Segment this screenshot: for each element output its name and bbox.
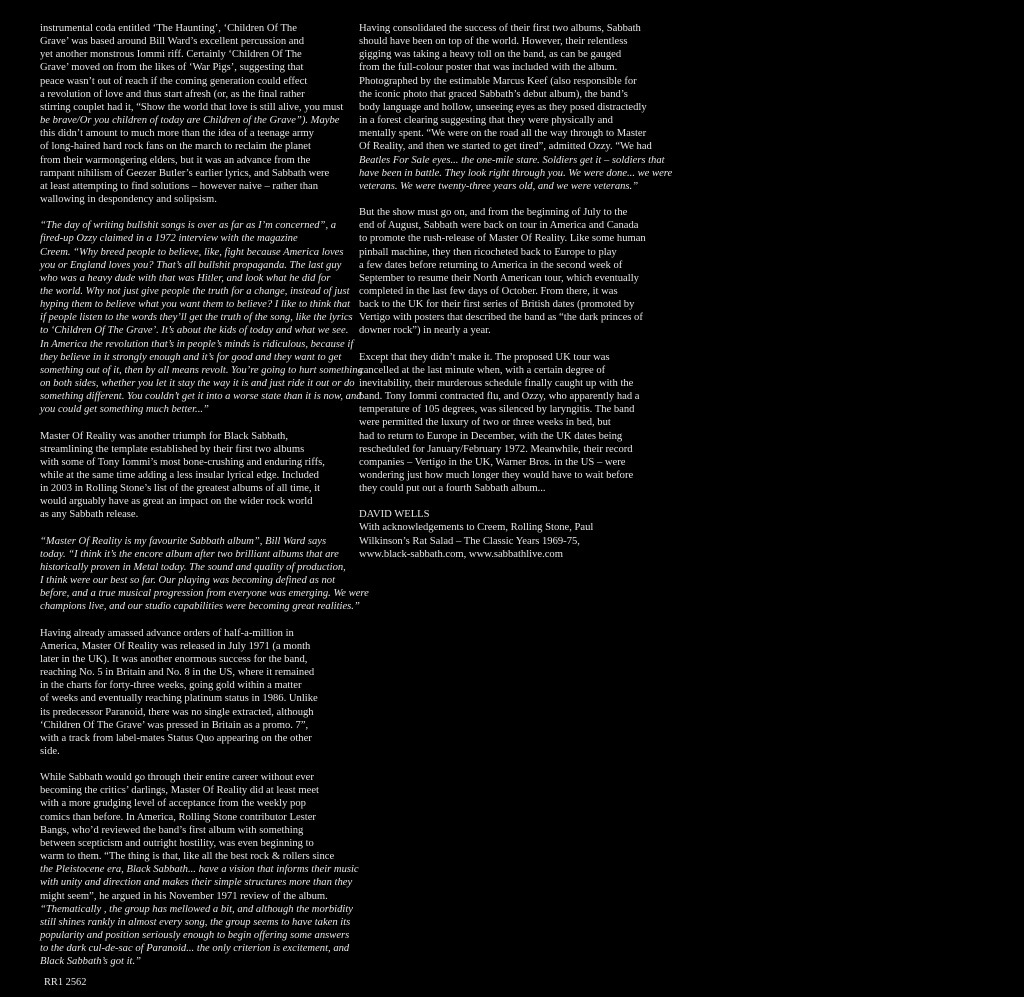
text-line: Grave’ was based around Bill Ward’s excellent percussion and	[40, 36, 305, 48]
text-line: stirring couplet had it, “Show the world that love is still alive, you must	[40, 101, 344, 113]
right-column	[359, 22, 673, 561]
text-line: wallowing in despondency and solipsism.	[40, 194, 217, 206]
text-line: they could put out a fourth Sabbath album...	[359, 483, 546, 495]
text-line: Of Reality, and then we started to get tired”, admitted Ozzy. “We had	[359, 141, 652, 153]
text-line: rampant nihilism of Geezer Butler’s earlier lyrics, and Sabbath were	[40, 167, 330, 179]
paragraph-critics-reception	[40, 771, 359, 968]
text-line: comics than before. In America, Rolling Stone contributor Lester	[40, 811, 316, 823]
text-line: mentally spent. “We were on the road all the way through to Master	[359, 128, 647, 140]
text-line: on both sides, whether you let it stay the way it is and just ride it out or do	[40, 378, 355, 390]
text-line: with a track from label-mates Status Quo appearing on the other	[40, 732, 312, 744]
text-line: America, Master Of Reality was released in July 1971 (a month	[40, 640, 311, 652]
text-line: veterans. We were twenty-three years old, and we were veterans.”	[359, 180, 639, 192]
text-line: be brave/Or you children of today are Children of the Grave”). Maybe	[40, 115, 340, 127]
text-line: historically proven in Metal today. The sound and quality of production,	[40, 561, 346, 573]
text-line: cancelled at the last minute when, with a certain degree of	[359, 364, 606, 376]
text-line: to the dark cul-de-sac of Paranoid... the only criterion is excitement, and	[40, 943, 350, 955]
text-line: the world. Why not just give people the truth for a change, instead of just	[40, 285, 350, 297]
text-line: you or England loves you? That’s all bullshit propaganda. The last guy	[40, 259, 342, 271]
catalog-number: RR1 2562	[44, 977, 87, 988]
text-line: But the show must go on, and from the beginning of July to the	[359, 207, 628, 219]
credits-line: Wilkinson’s Rat Salad – The Classic Years 1969-75,	[359, 535, 580, 547]
text-line: to ‘Children Of The Grave’. It’s about the kids of today and what we see.	[40, 325, 349, 337]
text-line: inevitability, their murderous schedule finally caught up with the	[359, 377, 634, 389]
author-credits	[359, 508, 663, 561]
text-line: temperature of 105 degrees, was silenced by laryngitis. The band	[359, 404, 635, 416]
left-column	[40, 22, 369, 981]
paragraph-master-of-reality-triumph	[40, 430, 344, 522]
text-line: end of August, Sabbath were back on tour in America and Canada	[359, 220, 639, 232]
text-line: would arguably have as great an impact on the wider rock world	[40, 496, 313, 508]
text-line: rescheduled for January/February 1972. Meanwhile, their record	[359, 443, 633, 455]
text-line: today. “I think it’s the encore album after two brilliant albums that are	[40, 548, 339, 560]
text-line: you could get something much better...”	[40, 404, 209, 416]
text-line: Grave’ moved on from the likes of ‘War Pigs’, suggesting that	[40, 62, 304, 74]
text-line: in the charts for forty-three weeks, going gold within a matter	[40, 680, 302, 692]
paragraph-tour-cancelled	[359, 351, 663, 496]
paragraph-children-of-the-grave	[40, 22, 344, 206]
text-line: if people listen to the words they’ll get the truth of the song, like the lyrics	[40, 312, 353, 324]
text-line: its predecessor Paranoid, there was no single extracted, although	[40, 706, 314, 718]
text-line: companies – Vertigo in the UK, Warner Bros. in the US – were	[359, 456, 626, 468]
text-line: of long-haired hard rock fans on the march to reclaim the planet	[40, 141, 311, 153]
text-line: Black Sabbath’s got it.”	[40, 956, 142, 968]
text-line: the iconic photo that graced Sabbath’s debut album), the band’s	[359, 88, 628, 100]
text-line: Except that they didn’t make it. The proposed UK tour was	[359, 351, 610, 363]
text-line: with a more grudging level of acceptance from the weekly pop	[40, 798, 306, 810]
text-line: should have been on top of the world. However, their relentless	[359, 36, 628, 48]
text-line: a revolution of love and thus start afresh (or, as the final rather	[40, 88, 305, 100]
paragraph-release-details	[40, 627, 344, 759]
text-line: in a forest clearing suggesting that they were physically and	[359, 115, 613, 127]
text-line: popularity and position seriously enough to begin offering some answers	[40, 930, 350, 941]
text-line: instrumental coda entitled ‘The Haunting’, ‘Children Of The	[40, 23, 297, 34]
text-line: a few dates before returning to America in the second week of	[359, 259, 623, 271]
text-line: “Master Of Reality is my favourite Sabbath album”, Bill Ward says	[40, 535, 327, 547]
paragraph-heavy-toll	[359, 22, 673, 193]
text-line: at least attempting to find solutions – however naive – rather than	[40, 180, 319, 192]
credits-line: With acknowledgements to Creem, Rolling Stone, Paul	[359, 522, 594, 534]
paragraph-bill-ward-quote	[40, 535, 369, 614]
text-line: in 2003 in Rolling Stone’s list of the greatest albums of all time, it	[40, 483, 321, 495]
text-line: with some of Tony Iommi’s most bone-crushing and enduring riffs,	[40, 456, 325, 468]
text-line: ‘Children Of The Grave’ was pressed in Britain as a promo. 7”,	[40, 719, 309, 731]
text-line: back to the UK for their first series of British dates (promoted by	[359, 299, 635, 311]
text-line: from the full-colour poster that was included with the album.	[359, 62, 618, 74]
text-line: champions live, and our studio capabilities were becoming great realities.”	[40, 601, 360, 613]
text-line: While Sabbath would go through their entire career without ever	[40, 772, 314, 784]
author-name: DAVID WELLS	[359, 509, 430, 521]
text-line: In America the revolution that’s in people’s minds is ridiculous, because if	[40, 338, 354, 350]
text-line: completed in the last few days of October. From there, it was	[359, 285, 618, 297]
text-line: to promote the rush-release of Master Of Reality. Like some human	[359, 233, 646, 245]
text-line: “Thematically , the group has mellowed a bit, and although the morbidity	[40, 903, 353, 915]
text-line: peace wasn’t out of reach if the coming generation could effect	[40, 75, 308, 87]
credits-line: www.black-sabbath.com, www.sabbathlive.com	[359, 548, 563, 560]
text-line: Photographed by the estimable Marcus Keef (also responsible for	[359, 75, 637, 87]
text-line: wondering just how much longer they would have to wait before	[359, 470, 634, 481]
text-line: later in the UK). It was another enormous success for the band,	[40, 653, 308, 665]
text-line: streamlining the template established by their first two albums	[40, 443, 305, 455]
text-line: while at the same time adding a less insular lyrical edge. Included	[40, 470, 319, 481]
text-line: had to return to Europe in December, with the UK dates being	[359, 430, 623, 442]
text-line: becoming the critics’ darlings, Master Of Reality did at least meet	[40, 785, 319, 797]
text-line: from their warmongering elders, but it was an advance from the	[40, 154, 311, 166]
text-line: Master Of Reality was another triumph for Black Sabbath,	[40, 430, 289, 442]
text-line: I think were our best so far. Our playing was becoming defined as not	[40, 575, 336, 587]
text-line: September to resume their North American tour, which eventually	[359, 272, 639, 284]
text-line: between scepticism and outright hostility, was even beginning to	[40, 837, 314, 849]
text-line: were permitted the luxury of two or three weeks in bed, but	[359, 417, 611, 429]
text-line: reaching No. 5 in Britain and No. 8 in the US, where it remained	[40, 667, 315, 679]
text-line: warm to them. “The thing is that, like all the best rock & rollers since	[40, 851, 335, 863]
text-line: pinball machine, they then ricocheted back to Europe to play	[359, 246, 617, 258]
text-line: Having already amassed advance orders of half-a-million in	[40, 627, 294, 639]
text-line: Creem. “Why breed people to believe, like, fight because America loves	[40, 246, 344, 258]
text-line: Bangs, who’d reviewed the band’s first album with something	[40, 824, 304, 836]
paragraph-ozzy-quote	[40, 219, 363, 416]
text-line: Beatles For Sale eyes... the one-mile stare. Soldiers get it – soldiers that	[359, 154, 665, 166]
text-line: before, and a true musical progression from everyone was emerging. We were	[40, 588, 369, 600]
text-line: body language and hollow, unseeing eyes as they posed distractedly	[359, 101, 647, 113]
text-line: of weeks and eventually reaching platinum status in 1986. Unlike	[40, 693, 318, 705]
text-line: Having consolidated the success of their first two albums, Sabbath	[359, 23, 641, 34]
text-line: Vertigo with posters that described the band as “the dark princes of	[359, 312, 643, 324]
text-line: fired-up Ozzy claimed in a 1972 interview with the magazine	[40, 233, 298, 245]
text-line: downer rock”) in nearly a year.	[359, 325, 491, 337]
text-line: “The day of writing bullshit songs is over as far as I’m concerned”, a	[40, 220, 337, 232]
text-line: this didn’t amount to much more than the idea of a teenage army	[40, 128, 314, 140]
text-line: they believe in it strongly enough and it’s for good and they want to get	[40, 351, 342, 363]
text-line: have been in battle. They look right through you. We were done... we were	[359, 167, 673, 179]
text-line: something out of it, then by all means revolt. You’re going to hurt something	[40, 364, 363, 376]
text-line: might seem”, he argued in his November 1971 review of the album.	[40, 890, 328, 902]
text-line: still shines rankly in almost every song, the group seems to have taken its	[40, 916, 351, 928]
text-line: as any Sabbath release.	[40, 509, 139, 521]
text-line: the Pleistocene era, Black Sabbath... have a vision that informs their music	[40, 864, 359, 876]
text-line: gigging was taking a heavy toll on the band, as can be gauged	[359, 49, 622, 61]
text-line: hyping them to believe what you want them to believe? I like to think that	[40, 299, 351, 311]
text-line: yet another monstrous Iommi riff. Certainly ‘Children Of The	[40, 49, 302, 61]
paragraph-touring	[359, 206, 663, 338]
text-line: something different. You couldn’t get it into a worse state than it is now, and	[40, 391, 362, 403]
text-line: band. Tony Iommi contracted flu, and Ozzy, who apparently had a	[359, 391, 640, 403]
text-line: who was a heavy dude with that was Hitler, and look what he did for	[40, 272, 331, 284]
text-line: with unity and direction and makes their simple structures more than they	[40, 877, 353, 889]
text-line: side.	[40, 745, 60, 757]
